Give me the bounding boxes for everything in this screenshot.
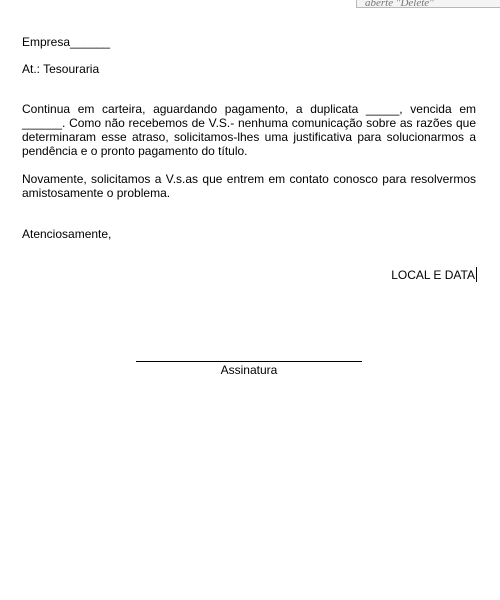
- signature-label: Assinatura: [220, 363, 278, 377]
- place-date-text: LOCAL E DATA: [391, 268, 475, 282]
- body-paragraph-2: Novamente, solicitamos a V.s.as que entrem em contato conosco para resolvermos amistosamente o problema.: [22, 172, 476, 200]
- signature-line: [136, 361, 362, 362]
- place-date-line[interactable]: [391, 267, 477, 282]
- closing-line: Atenciosamente,: [22, 227, 112, 241]
- tooltip-hint: [356, 0, 500, 8]
- tooltip-hint-text: aberte "Delete": [365, 0, 434, 9]
- company-line: Empresa______: [22, 35, 111, 49]
- attention-line: At.: Tesouraria: [22, 62, 100, 76]
- body-paragraph-1: Continua em carteira, aguardando pagamento, a duplicata _____, vencida em ______. Como não recebemos de V.S.- nenhuma comunicação sobre as razões que determinaram esse atraso, solicitamos-lhes uma justificativa para solucionarmos a pendência e o pronto pagamento do título.: [22, 102, 476, 158]
- text-cursor: [476, 267, 477, 282]
